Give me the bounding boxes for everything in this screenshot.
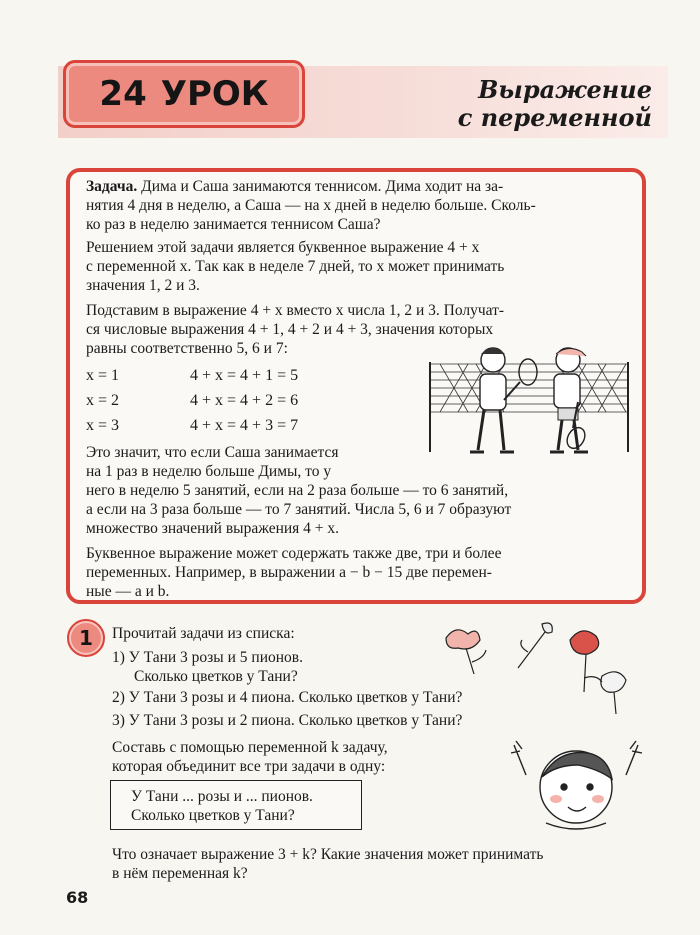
lesson-title-line1: Выражение	[478, 75, 652, 104]
task-p5-line2: переменных. Например, в выражении a − b − 15 две перемен-	[86, 564, 492, 581]
exercise-compose-line2: которая объединит все три задачи в одну:	[112, 758, 386, 775]
equation-variable: x = 2	[86, 392, 120, 409]
lesson-title-line2: с переменной	[457, 103, 652, 132]
task-p4-line2: на 1 раз в неделю больше Димы, то у	[86, 463, 332, 480]
lesson-number: 24	[99, 74, 147, 114]
equation-expression: 4 + x = 4 + 3 = 7	[190, 417, 299, 434]
exercise-item-3: 3) У Тани 3 розы и 2 пиона. Сколько цветков у Тани?	[112, 712, 463, 729]
task-p2-line2: с переменной x. Так как в неделе 7 дней, то x может принимать	[86, 258, 505, 275]
task-paragraph-5	[86, 544, 631, 601]
task-p5-line1: Буквенное выражение может содержать также две, три и более	[86, 545, 502, 562]
task-p2-line3: значения 1, 2 и 3.	[86, 277, 200, 294]
exercise-question-line1: Что означает выражение 3 + k? Какие значения может принимать	[112, 846, 544, 863]
task-p3-line1: Подставим в выражение 4 + x вместо x числа 1, 2 и 3. Получат-	[86, 302, 505, 319]
equation-variable: x = 1	[86, 367, 120, 384]
task-p4-line5: множество значений выражения 4 + x.	[86, 520, 340, 537]
exercise-item-1: 1) У Тани 3 розы и 5 пионов.	[112, 649, 303, 666]
task-p5-line3: ные — a и b.	[86, 583, 170, 600]
task-p1-line1: Дима и Саша занимаются теннисом. Дима ходит на за-	[137, 178, 504, 195]
task-p4-line3: него в неделю 5 занятий, если на 2 раза больше — то 6 занятий,	[86, 482, 509, 499]
page-number: 68	[66, 888, 89, 907]
template-line2: Сколько цветков у Тани?	[131, 807, 295, 824]
exercise-intro: Прочитай задачи из списка:	[112, 625, 295, 642]
lesson-word: УРОК	[160, 74, 269, 114]
equation-variable: x = 3	[86, 417, 120, 434]
task-p1-line2: нятия 4 дня в неделю, а Саша — на x дней в неделю больше. Сколь-	[86, 197, 536, 214]
equation-expression: 4 + x = 4 + 1 = 5	[190, 367, 299, 384]
task-p4-line1: Это значит, что если Саша занимается	[86, 444, 339, 461]
exercise-compose-line1: Составь с помощью переменной k задачу,	[112, 739, 388, 756]
task-paragraph-4	[86, 443, 631, 538]
task-label: Задача.	[86, 178, 138, 195]
task-p2-line1: Решением этой задачи является буквенное выражение 4 + x	[86, 239, 480, 256]
template-line1: У Тани ... розы и ... пионов.	[131, 788, 313, 805]
task-paragraph-2	[86, 238, 626, 295]
boy-illustration	[508, 735, 648, 840]
flowers-illustration	[438, 618, 648, 718]
task-p3-line2: ся числовые выражения 4 + 1, 4 + 2 и 4 + 3, значения которых	[86, 321, 494, 338]
lesson-badge	[63, 60, 305, 128]
exercise-number-badge: 1	[67, 619, 105, 657]
exercise-item-2: 2) У Тани 3 розы и 4 пиона. Сколько цветков у Тани?	[112, 689, 463, 706]
exercise-question-line2: в нём переменная k?	[112, 865, 248, 882]
problem-template-box	[110, 780, 362, 830]
task-paragraph-1	[86, 177, 626, 234]
task-p1-line3: ко раз в неделю занимается теннисом Саша?	[86, 216, 381, 233]
task-p4-line4: а если на 3 раза больше — то 7 занятий. Числа 5, 6 и 7 образуют	[86, 501, 512, 518]
exercise-item-1-cont: Сколько цветков у Тани?	[134, 668, 298, 685]
lesson-title	[458, 76, 652, 132]
equation-expression: 4 + x = 4 + 2 = 6	[190, 392, 299, 409]
task-p3-line3: равны соответственно 5, 6 и 7:	[86, 340, 288, 357]
